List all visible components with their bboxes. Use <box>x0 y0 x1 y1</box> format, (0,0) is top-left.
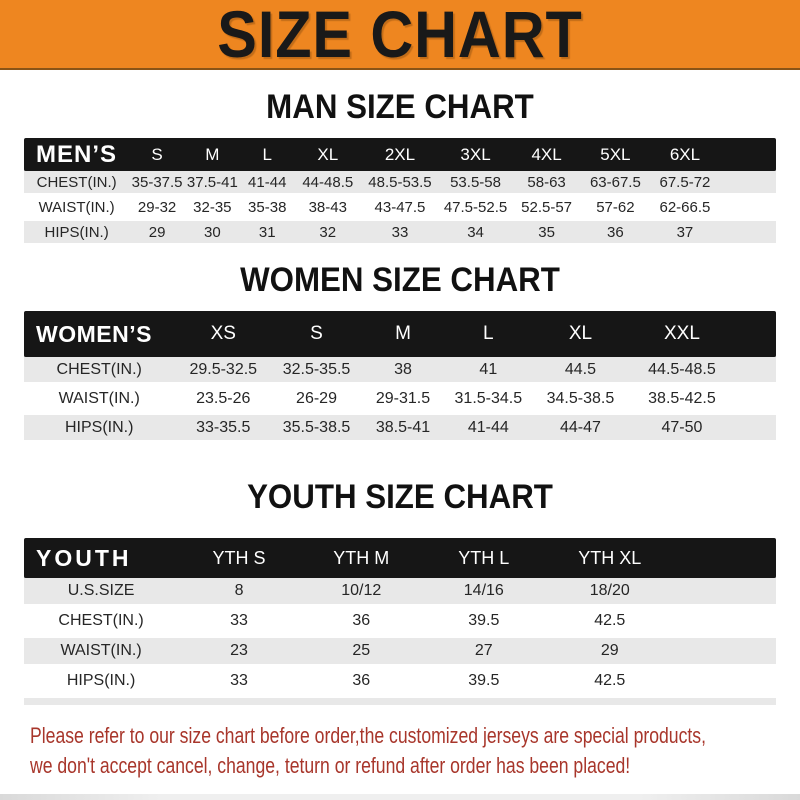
value-cell: 14/16 <box>463 582 504 599</box>
value-cell: 48.5-53.5 <box>368 173 432 191</box>
value-cell: 38.5-41 <box>375 418 431 436</box>
column-header-cell: XS <box>210 323 236 344</box>
value-cell: 47-50 <box>661 418 703 436</box>
value-cell: 36 <box>607 223 624 241</box>
column-header-cell: 2XL <box>384 144 416 164</box>
value-cell: 67.5-72 <box>659 173 711 191</box>
value-cell: 32-35 <box>193 198 232 216</box>
youth-size-table <box>24 538 776 694</box>
value-cell: 63-67.5 <box>589 173 641 191</box>
value-cell: 37 <box>676 223 694 241</box>
value-cell: 29 <box>148 223 166 241</box>
value-cell: 32.5-35.5 <box>282 360 351 378</box>
value-cell: 35 <box>538 223 555 241</box>
men-size-table-header-row <box>24 138 776 171</box>
value-cell: 44.5-48.5 <box>648 360 716 378</box>
column-header-cell: YTH M <box>333 547 390 568</box>
column-header-cell: M <box>205 144 220 164</box>
value-cell: 39.5 <box>468 672 500 689</box>
footer-line-2: we don't accept cancel, change, teturn or refund after order has been placed! <box>30 753 631 778</box>
value-cell: 34 <box>467 223 484 241</box>
youth-size-table-row <box>24 668 776 694</box>
value-cell: 44-47 <box>559 418 601 436</box>
value-cell: 33 <box>230 612 248 629</box>
value-cell: 44-48.5 <box>302 173 354 191</box>
value-cell: 31.5-34.5 <box>454 389 523 407</box>
value-cell: 26-29 <box>296 389 337 407</box>
banner-title: SIZE CHART <box>217 0 583 71</box>
women-size-table-row <box>24 415 776 440</box>
value-cell: 31 <box>258 223 276 241</box>
women-size-table-row <box>24 357 776 382</box>
value-cell: 42.5 <box>594 672 626 689</box>
value-cell: 44.5 <box>564 360 596 378</box>
column-header-cell: YTH S <box>212 547 266 568</box>
youth-size-table-row <box>24 578 776 604</box>
value-cell: 33-35.5 <box>196 418 251 436</box>
footer-note <box>30 721 800 781</box>
value-cell: 32 <box>319 223 337 241</box>
column-header-cell: YTH L <box>458 547 510 568</box>
footer-line-1: Please refer to our size chart before order,the customized jerseys are special products, <box>30 723 706 748</box>
value-cell: 27 <box>474 642 493 659</box>
row-label-cell: HIPS(IN.) <box>44 223 109 241</box>
value-cell: 10/12 <box>341 582 382 599</box>
table-title-cell: MEN’S <box>36 140 118 168</box>
value-cell: 41-44 <box>248 173 287 191</box>
row-label-cell: CHEST(IN.) <box>56 360 142 378</box>
value-cell: 23.5-26 <box>196 389 251 407</box>
value-cell: 29 <box>600 642 619 659</box>
table-title-cell: YOUTH <box>36 544 132 571</box>
value-cell: 43-47.5 <box>374 198 426 216</box>
row-label-cell: U.S.SIZE <box>67 582 135 599</box>
value-cell: 29.5-32.5 <box>189 360 258 378</box>
column-header-cell: XXL <box>663 323 700 344</box>
value-cell: 36 <box>352 612 371 629</box>
value-cell: 42.5 <box>594 612 626 629</box>
row-label-cell: WAIST(IN.) <box>60 642 142 659</box>
value-cell: 33 <box>391 223 409 241</box>
row-label-cell: WAIST(IN.) <box>38 198 115 216</box>
column-header-cell: L <box>262 144 272 164</box>
value-cell: 58-63 <box>527 173 566 191</box>
value-cell: 57-62 <box>596 198 635 216</box>
value-cell: 53.5-58 <box>450 173 501 191</box>
men-size-table <box>24 138 776 243</box>
men-size-table-row <box>24 196 776 218</box>
column-header-cell: 6XL <box>669 144 701 164</box>
women-section-heading: WOMEN SIZE CHART <box>240 261 560 299</box>
row-label-cell: HIPS(IN.) <box>64 418 134 436</box>
women-size-table <box>24 311 776 440</box>
column-header-cell: S <box>310 323 323 344</box>
column-header-cell: 5XL <box>600 144 631 164</box>
row-label-cell: CHEST(IN.) <box>58 612 144 629</box>
value-cell: 29-31.5 <box>375 389 431 407</box>
value-cell: 35-37.5 <box>131 173 183 191</box>
value-cell: 35-38 <box>248 198 287 216</box>
row-label-cell: CHEST(IN.) <box>36 173 117 191</box>
value-cell: 47.5-52.5 <box>443 198 508 216</box>
value-cell: 29-32 <box>137 198 177 216</box>
page-bottom-edge <box>0 794 800 800</box>
value-cell: 38-43 <box>308 198 347 216</box>
value-cell: 41-44 <box>467 418 509 436</box>
value-cell: 33 <box>230 672 248 689</box>
youth-size-table-header-row <box>24 538 776 578</box>
value-cell: 34.5-38.5 <box>546 389 615 407</box>
men-size-table-row <box>24 171 776 193</box>
table-title-cell: WOMEN’S <box>36 320 152 347</box>
youth-table-bottom-strip <box>24 698 776 705</box>
banner <box>0 0 800 70</box>
women-size-table-row <box>24 386 776 411</box>
column-header-cell: YTH XL <box>578 547 642 568</box>
column-header-cell: L <box>483 323 494 344</box>
men-section-heading: MAN SIZE CHART <box>266 88 534 126</box>
value-cell: 62-66.5 <box>659 198 711 216</box>
value-cell: 25 <box>352 642 371 659</box>
value-cell: 38 <box>394 360 412 378</box>
men-size-table-row <box>24 221 776 243</box>
value-cell: 52.5-57 <box>521 198 573 216</box>
column-header-cell: 4XL <box>531 144 562 164</box>
value-cell: 35.5-38.5 <box>282 418 351 436</box>
value-cell: 37.5-41 <box>186 173 238 191</box>
value-cell: 8 <box>234 582 244 599</box>
row-label-cell: WAIST(IN.) <box>58 389 140 407</box>
column-header-cell: XL <box>317 144 339 164</box>
value-cell: 41 <box>479 360 498 378</box>
column-header-cell: S <box>151 144 163 164</box>
youth-size-table-row <box>24 608 776 634</box>
value-cell: 23 <box>230 642 248 659</box>
value-cell: 30 <box>204 223 221 241</box>
column-header-cell: M <box>395 323 411 344</box>
youth-size-table-row <box>24 638 776 664</box>
women-size-table-header-row <box>24 311 776 357</box>
youth-section-heading: YOUTH SIZE CHART <box>247 478 553 516</box>
row-label-cell: HIPS(IN.) <box>66 672 136 689</box>
value-cell: 39.5 <box>468 612 500 629</box>
value-cell: 36 <box>352 672 371 689</box>
column-header-cell: 3XL <box>460 144 491 164</box>
value-cell: 38.5-42.5 <box>648 389 716 407</box>
column-header-cell: XL <box>568 323 593 344</box>
value-cell: 18/20 <box>589 582 630 599</box>
